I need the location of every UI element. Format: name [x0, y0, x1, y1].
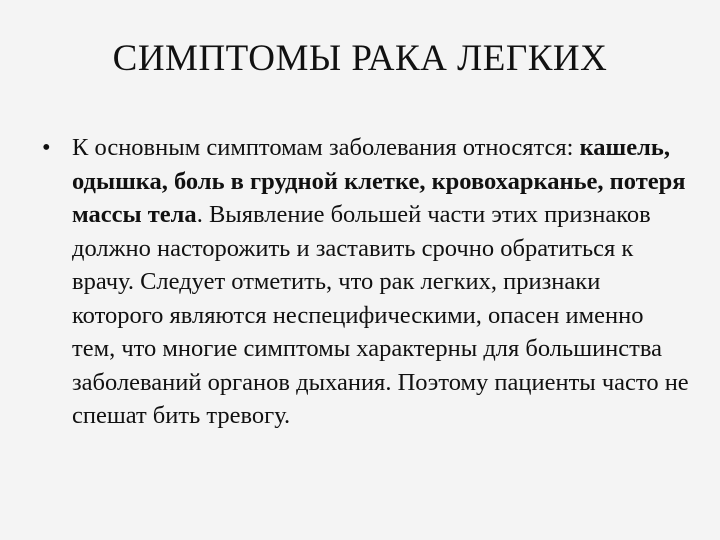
slide-title: СИМПТОМЫ РАКА ЛЕГКИХ — [112, 38, 608, 79]
slide-content — [42, 131, 692, 433]
symptoms-list-bold: кашель, одышка, боль в грудной клетке, кровохарканье, потеря массы тела — [72, 134, 686, 228]
bullet-icon: • — [42, 134, 51, 161]
bullet-continuation-text: . Выявление большей части этих признаков должно насторожить и заставить срочно обратиться к врачу. Следует отметить, что рак легких, признаки которого являются неспецифическими, опасен именно тем, что многие симптомы характерны для большинства заболеваний органов дыхания. Поэтому пациенты часто не спешат бить тревогу. — [72, 201, 689, 429]
bullet-intro-text: К основным симптомам заболевания относятся: — [72, 134, 580, 161]
bullet-item — [42, 131, 692, 433]
